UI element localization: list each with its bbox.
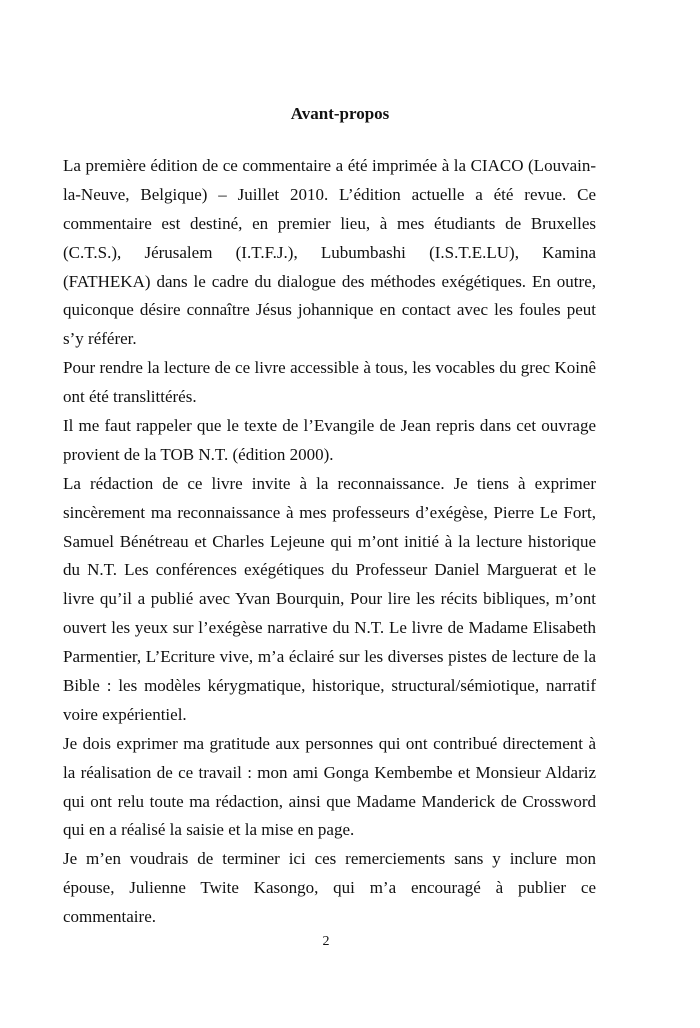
body-text bbox=[63, 152, 596, 932]
text-line: Il me faut rappeler que le texte de l’Evangile de Jean repris dans cet ouvrage bbox=[63, 416, 596, 436]
text-line: La première édition de ce commentaire a été imprimée à la CIACO (Louvain- bbox=[63, 156, 596, 175]
text-line: Je m’en voudrais de terminer ici ces remerciements sans y inclure mon bbox=[63, 849, 596, 869]
text-line: ouvert les yeux sur l’exégèse narrative du N.T. Le livre de Madame Elisabeth bbox=[63, 618, 596, 638]
text-line: La rédaction de ce livre invite à la reconnaissance. Je tiens à exprimer bbox=[63, 473, 596, 493]
text-line: quiconque désire connaître Jésus johannique en contact avec les foules peut bbox=[63, 300, 596, 320]
text-line: Parmentier, L’Ecriture vive, m’a éclairé sur les diverses pistes de lecture de la bbox=[63, 647, 596, 667]
page-title: Avant-propos bbox=[290, 104, 390, 123]
page-number: 2 bbox=[322, 934, 330, 949]
text-line: Je dois exprimer ma gratitude aux personnes qui ont contribué directement à bbox=[63, 733, 596, 753]
text-line: Pour rendre la lecture de ce livre accessible à tous, les vocables du grec Koinê bbox=[63, 358, 596, 378]
text-line: du N.T. Les conférences exégétiques du Professeur Daniel Marguerat et le bbox=[63, 560, 596, 580]
text-line: commentaire. bbox=[63, 907, 156, 927]
text-line: provient de la TOB N.T. (édition 2000). bbox=[63, 444, 334, 464]
text-line: voire expérientiel. bbox=[63, 704, 187, 724]
text-line: s’y référer. bbox=[63, 329, 137, 349]
text-line: Bible : les modèles kérygmatique, historique, structural/sémiotique, narratif bbox=[63, 676, 596, 696]
text-line: la-Neuve, Belgique) – Juillet 2010. L’édition actuelle a été revue. Ce bbox=[63, 184, 596, 204]
text-line: qui ont relu toute ma rédaction, ainsi que Madame Manderick de Crossword bbox=[63, 791, 596, 811]
text-line: ont été translittérés. bbox=[63, 387, 197, 407]
text-line: commentaire est destiné, en premier lieu, à mes étudiants de Bruxelles bbox=[63, 213, 596, 233]
text-line: sincèrement ma reconnaissance à mes professeurs d’exégèse, Pierre Le Fort, bbox=[63, 502, 596, 522]
text-line: qui en a réalisé la saisie et la mise en page. bbox=[63, 820, 355, 840]
text-line: livre qu’il a publié avec Yvan Bourquin, Pour lire les récits bibliques, m’ont bbox=[63, 589, 596, 609]
text-line: (C.T.S.), Jérusalem (I.T.F.J.), Lubumbashi (I.S.T.E.LU), Kamina bbox=[63, 242, 596, 262]
text-line: (FATHEKA) dans le cadre du dialogue des méthodes exégétiques. En outre, bbox=[63, 271, 596, 291]
text-line: Samuel Bénétreau et Charles Lejeune qui m’ont initié à la lecture historique bbox=[63, 531, 596, 551]
text-line: épouse, Julienne Twite Kasongo, qui m’a encouragé à publier ce bbox=[63, 878, 596, 898]
text-line: la réalisation de ce travail : mon ami Gonga Kembembe et Monsieur Aldariz bbox=[63, 762, 596, 782]
